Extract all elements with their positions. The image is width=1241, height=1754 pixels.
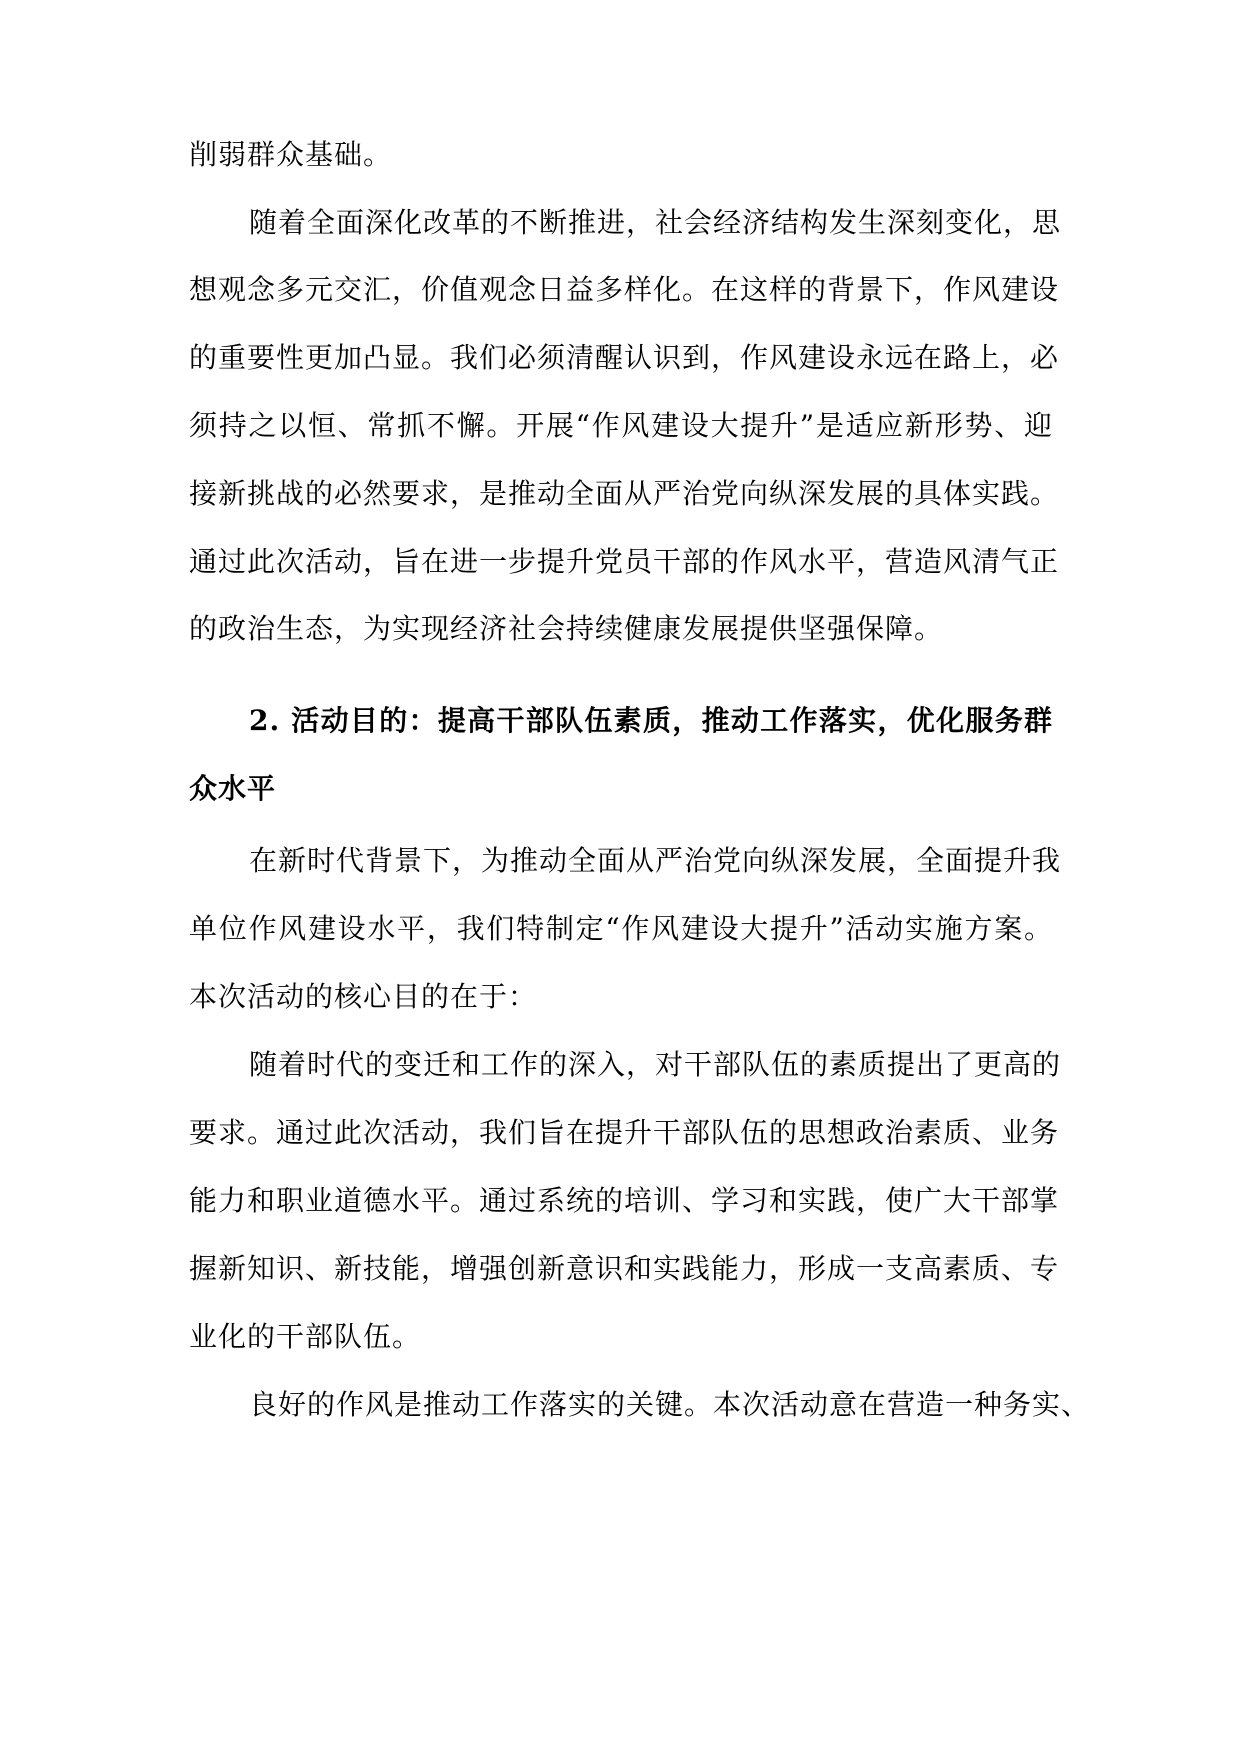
paragraph-line: 业化的干部队伍。 — [189, 1320, 422, 1353]
paragraph-line: 随着时代的变迁和工作的深入，对干部队伍的素质提出了更高的 — [249, 1048, 1062, 1081]
paragraph-line: 能力和职业道德水平。通过系统的培训、学习和实践，使广大干部掌 — [189, 1184, 1060, 1217]
paragraph-line: 削弱群众基础。 — [189, 138, 393, 171]
paragraph-line: 的重要性更加凸显。我们必须清醒认识到，作风建设永远在路上，必 — [189, 341, 1060, 374]
paragraph-line: 良好的作风是推动工作落实的关键。本次活动意在营造一种务实、 — [249, 1388, 1091, 1421]
paragraph-line: 想观念多元交汇，价值观念日益多样化。在这样的背景下，作风建设 — [189, 273, 1060, 306]
section-heading: 2. 活动目的：提高干部队伍素质，推动工作落实，优化服务群 — [249, 704, 1053, 737]
paragraph-line: 单位作风建设水平，我们特制定“作风建设大提升”活动实施方案。 — [189, 912, 1053, 945]
section-heading: 众水平 — [189, 772, 277, 805]
paragraph-line: 在新时代背景下，为推动全面从严治党向纵深发展，全面提升我 — [249, 844, 1062, 877]
paragraph-line: 通过此次活动，旨在进一步提升党员干部的作风水平，营造风清气正 — [189, 545, 1060, 578]
paragraph-line: 握新知识、新技能，增强创新意识和实践能力，形成一支高素质、专 — [189, 1252, 1060, 1285]
paragraph-line: 本次活动的核心目的在于： — [189, 980, 538, 1013]
paragraph-line: 要求。通过此次活动，我们旨在提升干部队伍的思想政治素质、业务 — [189, 1116, 1060, 1149]
paragraph-line: 接新挑战的必然要求，是推动全面从严治党向纵深发展的具体实践。 — [189, 477, 1060, 510]
paragraph-line: 随着全面深化改革的不断推进，社会经济结构发生深刻变化，思 — [249, 206, 1062, 239]
paragraph-line: 须持之以恒、常抓不懈。开展“作风建设大提升”是适应新形势、迎 — [189, 409, 1053, 442]
paragraph-line: 的政治生态，为实现经济社会持续健康发展提供坚强保障。 — [189, 612, 944, 645]
